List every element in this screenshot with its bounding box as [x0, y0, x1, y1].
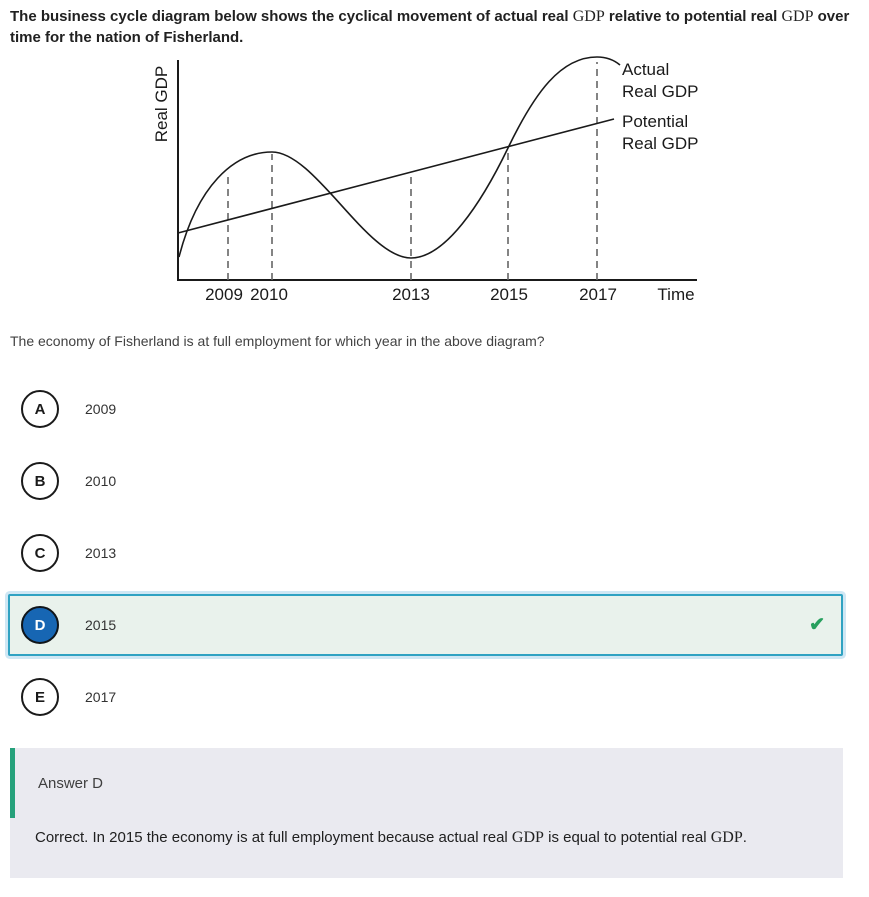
intro-text-3: over time for the nation of Fisherland.: [10, 8, 850, 46]
explanation-text-2: is equal to potential real: [543, 829, 711, 846]
option-label-b: 2010: [85, 473, 117, 489]
intro-gdp-1: GDP: [572, 8, 605, 25]
x-tick-2015: 2015: [490, 285, 528, 304]
check-icon: ✔: [809, 614, 825, 636]
x-tick-2009: 2009: [205, 285, 243, 304]
x-tick-2017: 2017: [579, 285, 617, 304]
option-letter-badge-c: C: [21, 534, 59, 572]
answer-explanation: [10, 818, 843, 849]
actual-gdp-curve: [179, 57, 620, 258]
x-axis-label: Time: [657, 285, 695, 304]
answer-heading: Answer D: [10, 748, 843, 818]
option-label-e: 2017: [85, 689, 117, 705]
option-letter-badge-e: E: [21, 678, 59, 716]
option-row-e[interactable]: [8, 665, 843, 729]
option-label-a: 2009: [85, 401, 117, 417]
option-row-c[interactable]: [8, 521, 843, 585]
option-letter-badge-b: B: [21, 462, 59, 500]
option-row-b[interactable]: [8, 449, 843, 513]
potential-gdp-line: [178, 119, 614, 233]
y-axis-label: Real GDP: [152, 65, 171, 143]
option-label-d: 2015: [85, 617, 117, 633]
option-letter-badge-d: D: [21, 606, 59, 644]
intro-text-1: The business cycle diagram below shows the cyclical movement of actual real: [10, 8, 573, 25]
option-letter-badge-a: A: [21, 390, 59, 428]
explanation-gdp-1: GDP: [511, 829, 544, 846]
explanation-text-3: .: [742, 829, 747, 846]
answer-panel: [10, 748, 843, 878]
business-cycle-chart: [140, 45, 715, 313]
question-intro: [10, 6, 862, 48]
x-tick-2013: 2013: [392, 285, 430, 304]
explanation-gdp-2: GDP: [710, 829, 743, 846]
option-label-c: 2013: [85, 545, 117, 561]
intro-gdp-2: GDP: [781, 8, 814, 25]
intro-text-2: relative to potential real: [604, 8, 782, 25]
legend-actual-line2: Real GDP: [622, 82, 699, 101]
legend-potential-line1: Potential: [622, 112, 689, 131]
legend-potential-line2: Real GDP: [622, 134, 699, 153]
question-text: The economy of Fisherland is at full employment for which year in the above diagram?: [10, 333, 545, 349]
explanation-text-1: Correct. In 2015 the economy is at full employment because actual real: [35, 829, 512, 846]
option-row-a[interactable]: [8, 377, 843, 441]
option-row-d-selected[interactable]: [8, 594, 843, 656]
x-tick-2010: 2010: [250, 285, 288, 304]
legend-actual-line1: Actual: [622, 60, 670, 79]
